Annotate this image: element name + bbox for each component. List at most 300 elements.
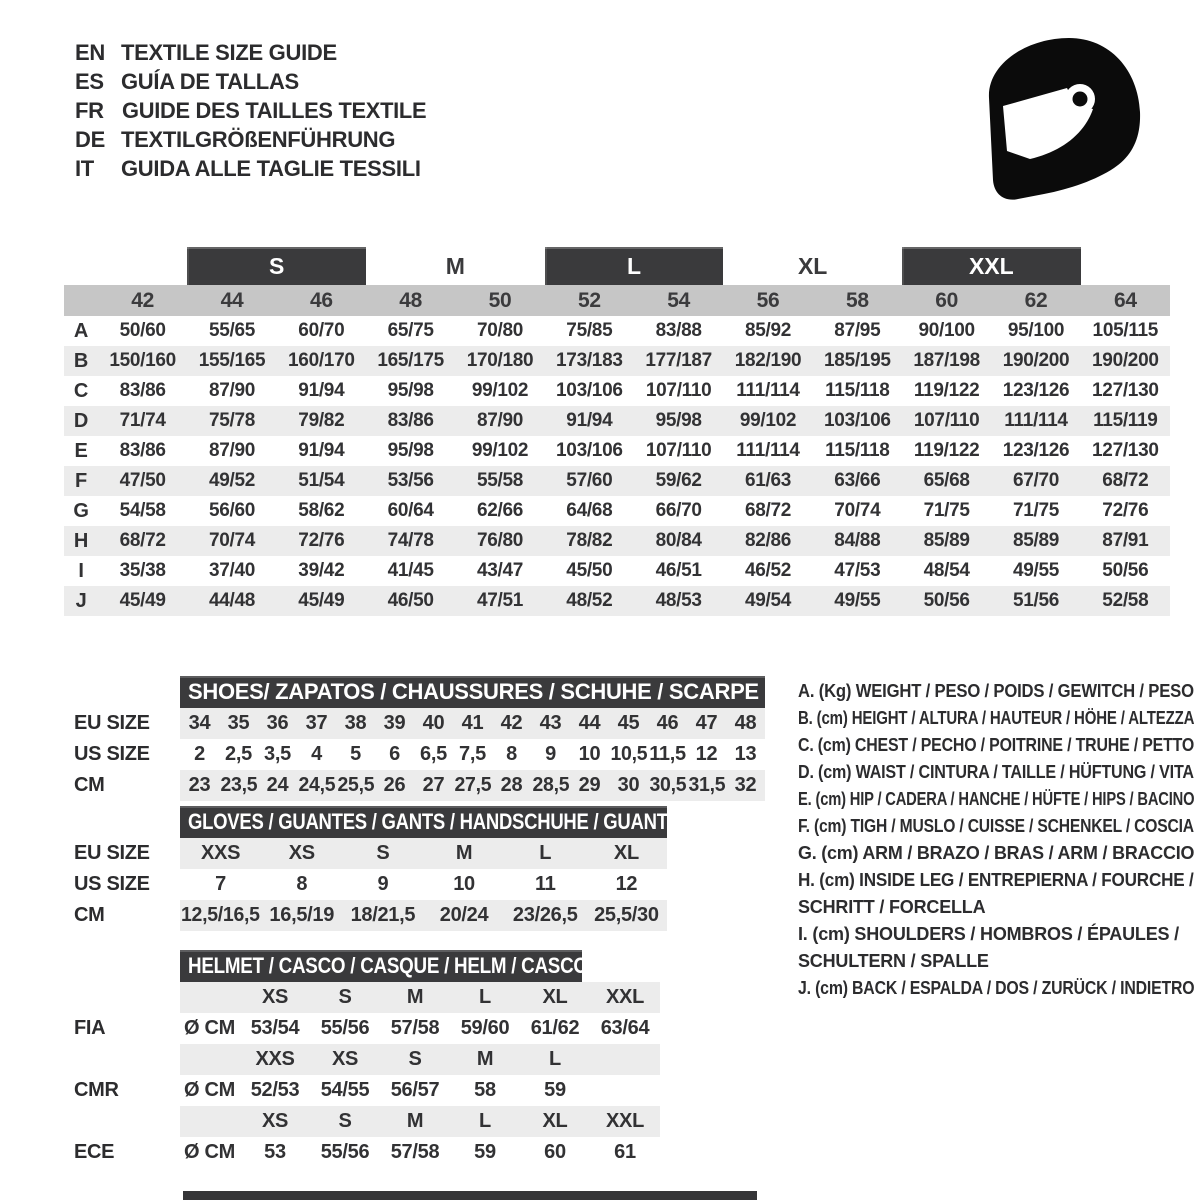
size-value	[545, 556, 634, 586]
value-cell	[648, 770, 687, 801]
size-value	[366, 556, 455, 586]
value-cell	[586, 869, 667, 900]
size-value	[545, 436, 634, 466]
cell-text: 71/74	[119, 410, 166, 431]
cell-text: 35/38	[119, 560, 166, 581]
section-title: HELMET / CASCO / CASQUE / HELM / CASCO	[188, 953, 588, 978]
size-value	[1081, 316, 1170, 346]
cell-text: 170/180	[466, 350, 534, 371]
cell-text: GUIDE DES TAILLES TEXTILE	[122, 97, 427, 123]
size-row-c	[64, 376, 1170, 406]
value-cell	[570, 739, 609, 770]
cell-text: GUÍA DE TALLAS	[121, 68, 299, 94]
cell-text: M	[406, 1110, 424, 1132]
cell-text: 52	[577, 288, 601, 312]
cell-text: 60	[935, 288, 959, 312]
language-code	[75, 127, 121, 153]
size-value	[991, 556, 1080, 586]
row-label	[74, 838, 174, 869]
cell-text: XXL	[606, 986, 644, 1008]
helmet-values-row	[74, 1137, 660, 1168]
size-value	[723, 436, 812, 466]
size-value	[813, 376, 902, 406]
legend-line	[798, 921, 1196, 948]
size-value	[187, 316, 276, 346]
cell-text: 107/110	[913, 410, 980, 431]
cell-text: 91/94	[298, 380, 345, 401]
legend-item	[798, 759, 1196, 786]
standard-label	[74, 1075, 174, 1106]
value-cell	[453, 739, 492, 770]
size-value	[813, 316, 902, 346]
cell-text: 72/76	[298, 530, 345, 551]
cell-text: 57/58	[390, 1141, 440, 1163]
cell-text: 68/72	[1102, 470, 1149, 491]
cell-text: 64/68	[566, 500, 613, 521]
helmet-value-cell	[590, 1137, 660, 1168]
size-value	[455, 586, 544, 616]
value-cell	[297, 739, 336, 770]
value-cell	[180, 869, 261, 900]
size-value	[634, 406, 723, 436]
cell-text: F	[75, 469, 87, 492]
value-cell	[258, 770, 297, 801]
row-label	[64, 376, 98, 406]
row-label	[64, 526, 98, 556]
cell-text: 95/98	[655, 410, 702, 431]
cell-text: 48/53	[655, 590, 702, 611]
helmet-value-cell	[590, 1013, 660, 1044]
cell-text: 45	[617, 712, 640, 734]
cell-text: 29	[578, 774, 601, 796]
legend-item	[798, 678, 1196, 705]
helmet-size-label	[450, 1044, 520, 1075]
cell-text: S	[338, 986, 352, 1008]
size-row-i	[64, 556, 1170, 586]
cell-text: 66/70	[655, 500, 702, 521]
size-value	[723, 496, 812, 526]
cell-text: 49/54	[744, 590, 792, 611]
size-value	[187, 556, 276, 586]
size-value	[187, 496, 276, 526]
legend-line	[798, 975, 1196, 1002]
cell-text: 55/56	[320, 1141, 370, 1163]
cell-text: 56/57	[390, 1079, 440, 1101]
legend-item	[798, 921, 1196, 975]
cell-text: Ø CM	[184, 1141, 236, 1163]
cell-text: I. (cm) SHOULDERS / HOMBROS / ÉPAULES /	[798, 924, 1179, 944]
legend-line	[798, 894, 1196, 921]
cell-text: 187/198	[913, 350, 980, 371]
cell-text: 65/75	[387, 320, 434, 341]
cell-text: SHOES/ ZAPATOS / CHAUSSURES / SCHUHE / SCARPE	[188, 679, 759, 704]
numeric-size	[187, 285, 276, 316]
row-label	[64, 316, 98, 346]
size-value	[187, 586, 276, 616]
size-value	[455, 376, 544, 406]
cell-text: H	[73, 529, 89, 552]
cell-text: 59/62	[655, 470, 702, 491]
cell-text: ECE	[74, 1141, 115, 1163]
cell-text: 54/58	[119, 500, 166, 521]
cell-text: 54/55	[320, 1079, 370, 1101]
row-label	[64, 586, 98, 616]
size-value	[813, 406, 902, 436]
size-value	[545, 496, 634, 526]
cell-text: 70/74	[834, 500, 881, 521]
cell-text: 47/51	[476, 590, 524, 611]
cell-text: S	[268, 252, 285, 279]
value-cell	[342, 869, 423, 900]
value-cell	[297, 708, 336, 739]
value-cell	[414, 739, 453, 770]
size-value	[813, 556, 902, 586]
value-cell	[505, 869, 586, 900]
cell-text: 60	[544, 1141, 566, 1163]
apparel-size-table	[64, 247, 1170, 616]
size-value	[634, 496, 723, 526]
numeric-size	[277, 285, 366, 316]
cell-text: 119/122	[913, 380, 980, 401]
value-cell	[726, 708, 765, 739]
numeric-size	[634, 285, 723, 316]
cell-text: 52/53	[250, 1079, 300, 1101]
numeric-size-band	[64, 285, 1170, 316]
size-group-xxl	[902, 247, 1081, 285]
value-cell	[375, 708, 414, 739]
empty-cell	[180, 982, 240, 1013]
cell-text: 185/195	[824, 350, 891, 371]
legend-line	[798, 948, 1196, 975]
size-value	[723, 526, 812, 556]
cell-text: D. (cm) WAIST / CINTURA / TAILLE / HÜFTUNG / VITA	[798, 762, 1194, 782]
size-value	[98, 496, 187, 526]
language-title-list	[75, 38, 427, 183]
value-cell	[453, 770, 492, 801]
cell-text: M	[406, 986, 424, 1008]
cell-text: 90/100	[918, 320, 975, 341]
size-value	[187, 376, 276, 406]
gloves-row	[74, 869, 667, 900]
cell-text: 55/56	[320, 1017, 370, 1039]
size-value	[277, 406, 366, 436]
shoes-row	[74, 739, 765, 770]
helmet-size-label	[310, 1106, 380, 1137]
cell-text: 57/60	[566, 470, 613, 491]
size-value	[98, 526, 187, 556]
size-value	[366, 526, 455, 556]
size-value	[545, 406, 634, 436]
cell-text: 76/80	[476, 530, 524, 551]
helmet-value-cell	[240, 1013, 310, 1044]
cell-text: 49/55	[1012, 560, 1060, 581]
cell-text: 7,5	[459, 743, 486, 765]
cell-text: 55/65	[208, 320, 256, 341]
size-value	[545, 586, 634, 616]
shoes-section-title-bar	[180, 676, 765, 708]
value-cell	[423, 869, 504, 900]
cell-text: 32	[734, 774, 757, 796]
measurement-rows	[64, 316, 1170, 616]
cell-text: CMR	[74, 1079, 119, 1101]
size-value	[634, 556, 723, 586]
value-cell	[261, 900, 342, 931]
language-row-es	[75, 67, 427, 96]
size-value	[277, 556, 366, 586]
numeric-size	[902, 285, 991, 316]
row-label	[64, 406, 98, 436]
cell-text: 41/45	[387, 560, 434, 581]
cell-text: 107/110	[645, 380, 712, 401]
cell-text: 39	[383, 712, 406, 734]
cell-text: 41	[461, 712, 484, 734]
cell-text: 55/58	[476, 470, 524, 491]
cell-text: 80/84	[655, 530, 702, 551]
size-value	[634, 346, 723, 376]
cell-text: FIA	[74, 1017, 106, 1039]
diameter-unit-cell	[180, 1075, 240, 1106]
cell-text: 8	[296, 873, 308, 895]
cell-text: XL	[797, 252, 828, 279]
size-value	[634, 466, 723, 496]
cell-text: E. (cm) HIP / CADERA / HANCHE / HÜFTE / HIPS / BACINO	[798, 789, 1195, 809]
size-value	[813, 586, 902, 616]
cell-text: GLOVES / GUANTES / GANTS / HANDSCHUHE / GUANTI	[188, 809, 673, 834]
cell-text: 34	[188, 712, 211, 734]
value-cell	[531, 739, 570, 770]
value-cell	[336, 770, 375, 801]
cell-text: 44	[220, 288, 244, 312]
helmet-value-cell	[380, 1075, 450, 1106]
cell-text: 111/114	[1004, 410, 1068, 431]
cell-text: M	[476, 1048, 494, 1070]
cell-text: A. (Kg) WEIGHT / PESO / POIDS / GEWITCH / PESO	[798, 681, 1194, 701]
cell-text: 39/42	[298, 560, 345, 581]
helmet-value-cell	[380, 1013, 450, 1044]
helmet-section-title-bar	[180, 950, 588, 982]
cell-text: 11,5	[649, 743, 686, 765]
diameter-unit-cell	[180, 1013, 240, 1044]
cell-text: XL	[542, 986, 568, 1008]
helmet-value-cell	[520, 1075, 590, 1106]
cell-text: 42	[500, 712, 523, 734]
value-cell	[570, 770, 609, 801]
cell-text: 42	[131, 288, 155, 312]
size-group-l	[545, 247, 724, 285]
cell-text: 58	[474, 1079, 496, 1101]
numeric-size	[98, 285, 187, 316]
cell-text: L	[549, 1048, 561, 1070]
value-cell	[261, 869, 342, 900]
cell-text: 87/90	[208, 440, 256, 461]
cell-text: 3,5	[264, 743, 291, 765]
measurement-legend	[798, 678, 1196, 1002]
size-value	[991, 316, 1080, 346]
cell-text: 58	[845, 288, 869, 312]
cell-text: 60/64	[387, 500, 434, 521]
helmet-rows	[74, 982, 660, 1168]
helmet-size-label	[590, 982, 660, 1013]
cell-text: 127/130	[1092, 380, 1159, 401]
numeric-size	[813, 285, 902, 316]
cell-text: XXS	[255, 1048, 295, 1070]
cropped-next-section-bar	[183, 1191, 757, 1200]
size-value	[277, 436, 366, 466]
size-value	[98, 406, 187, 436]
size-value	[634, 586, 723, 616]
size-value	[991, 436, 1080, 466]
value-cell	[375, 770, 414, 801]
helmet-size-label	[310, 982, 380, 1013]
language-row-en	[75, 38, 427, 67]
gloves-row	[74, 900, 667, 931]
cell-text: 51/54	[298, 470, 345, 491]
cell-text: 24	[266, 774, 289, 796]
size-value	[813, 346, 902, 376]
row-label	[64, 436, 98, 466]
size-group-xl	[723, 247, 902, 285]
cell-text: 8	[506, 743, 517, 765]
cell-text: XL	[542, 1110, 568, 1132]
size-value	[277, 466, 366, 496]
cell-text: 61/63	[744, 470, 792, 491]
size-value	[187, 406, 276, 436]
cell-text: XXS	[201, 842, 241, 864]
corner-cell	[64, 285, 98, 316]
size-value	[991, 496, 1080, 526]
cell-text: 20/24	[439, 904, 489, 926]
cell-text: I	[78, 559, 84, 582]
value-cell	[531, 770, 570, 801]
cell-text: 53	[264, 1141, 286, 1163]
racing-helmet-icon	[972, 26, 1152, 211]
cell-text: 9	[377, 873, 389, 895]
cell-text: 99/102	[471, 440, 529, 461]
size-value	[723, 586, 812, 616]
language-title	[121, 156, 427, 182]
cell-text: 83/88	[655, 320, 702, 341]
cell-text: 12	[615, 873, 638, 895]
cell-text: 68/72	[119, 530, 166, 551]
cell-text: 13	[734, 743, 757, 765]
row-label	[64, 466, 98, 496]
cell-text: L	[626, 252, 642, 279]
language-title	[121, 69, 427, 95]
cell-text: 103/106	[556, 380, 623, 401]
size-value	[455, 526, 544, 556]
cell-text: 28	[500, 774, 523, 796]
cell-text: 75/78	[208, 410, 256, 431]
cell-text: G. (cm) ARM / BRAZO / BRAS / ARM / BRACCIO	[798, 843, 1195, 863]
cell-text: 23,5	[220, 774, 257, 796]
cell-text: 49/55	[834, 590, 881, 611]
cell-text: 47/50	[119, 470, 166, 491]
cell-text: 49/52	[208, 470, 256, 491]
value-cell	[258, 708, 297, 739]
legend-item	[798, 732, 1196, 759]
helmet-sizes-row	[180, 982, 660, 1013]
value-cell	[219, 708, 258, 739]
cell-text: 48/54	[923, 560, 970, 581]
cell-text: 115/119	[1093, 410, 1158, 431]
cell-text: L	[479, 986, 491, 1008]
shoes-size-table	[74, 676, 765, 801]
helmet-size-label	[590, 1044, 660, 1075]
row-label	[64, 496, 98, 526]
cell-text: 71/75	[1012, 500, 1060, 521]
helmet-value-cell	[240, 1075, 310, 1106]
size-value	[366, 436, 455, 466]
size-value	[1081, 376, 1170, 406]
cell-text: XS	[331, 1048, 359, 1070]
value-cell	[492, 708, 531, 739]
size-value	[455, 436, 544, 466]
cell-text: 51/56	[1012, 590, 1060, 611]
cell-text: 46/52	[744, 560, 792, 581]
value-cell	[609, 770, 648, 801]
language-code	[75, 98, 121, 124]
helmet-value-cell	[450, 1013, 520, 1044]
cell-text: ES	[75, 68, 104, 94]
value-cell	[180, 900, 261, 931]
cell-text: 190/200	[1092, 350, 1159, 371]
cell-text: EN	[75, 39, 105, 65]
size-value	[902, 586, 991, 616]
cell-text: DE	[75, 126, 105, 152]
cell-text: 79/82	[298, 410, 345, 431]
value-cell	[375, 739, 414, 770]
cell-text: 18/21,5	[350, 904, 416, 926]
value-cell	[180, 708, 219, 739]
size-value	[902, 436, 991, 466]
cell-text: 103/106	[556, 440, 623, 461]
size-value	[187, 466, 276, 496]
size-value	[366, 376, 455, 406]
legend-line	[798, 840, 1196, 867]
legend-line	[798, 813, 1196, 840]
helmet-value-cell	[310, 1013, 380, 1044]
cell-text: 85/89	[1012, 530, 1060, 551]
cell-text: 70/74	[208, 530, 256, 551]
size-value	[723, 406, 812, 436]
size-row-a	[64, 316, 1170, 346]
cell-text: 48	[734, 712, 757, 734]
size-value	[545, 466, 634, 496]
cell-text: 43/47	[476, 560, 524, 581]
size-value	[991, 406, 1080, 436]
cell-text: 10	[453, 873, 475, 895]
size-value	[723, 346, 812, 376]
language-title	[121, 40, 427, 66]
cell-text: 36	[266, 712, 289, 734]
value-cell	[492, 739, 531, 770]
helmet-value-cell	[520, 1137, 590, 1168]
cell-text: GUIDA ALLE TAGLIE TESSILI	[121, 155, 421, 181]
value-cell	[453, 708, 492, 739]
cell-text: US SIZE	[74, 873, 150, 895]
size-value	[991, 526, 1080, 556]
size-value	[98, 556, 187, 586]
helmet-sizes-row	[180, 1106, 660, 1137]
size-value	[545, 346, 634, 376]
cell-text: L	[539, 842, 552, 864]
size-value	[366, 586, 455, 616]
size-value	[98, 466, 187, 496]
value-cell	[726, 770, 765, 801]
cell-text: 53/56	[387, 470, 434, 491]
cell-text: 72/76	[1102, 500, 1149, 521]
size-value	[545, 526, 634, 556]
